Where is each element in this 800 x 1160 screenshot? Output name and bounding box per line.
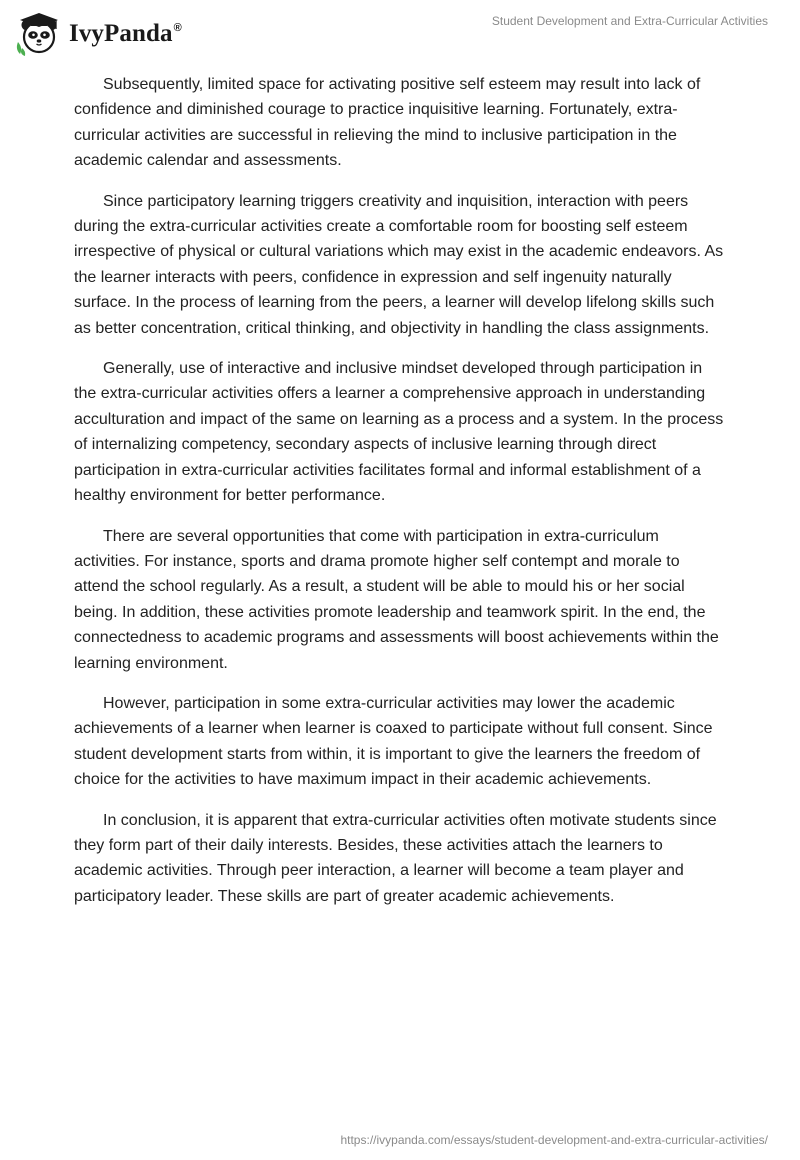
essay-body [74, 72, 728, 924]
paragraph: However, participation in some extra-curricular activities may lower the academic achievements of a learner when learner is coaxed to participate without full consent. Since student development starts from within, it is important to give the learners the freedom of choice for the activities to have maximum impact in their academic achievements. [74, 694, 713, 789]
paragraph: In conclusion, it is apparent that extra-curricular activities often motivate students since they form part of their daily interests. Besides, these activities attach the learners to academic activities. Through peer interaction, a learner will become a team player and participatory leader. These skills are part of greater academic achievements. [74, 811, 717, 905]
panda-graduate-icon [14, 8, 64, 58]
source-url-link[interactable]: https://ivypanda.com/essays/student-development-and-extra-curricular-activities/ [340, 1133, 768, 1147]
paragraph: There are several opportunities that come with participation in extra-curriculum activities. For instance, sports and drama promote higher self contempt and morale to attend the school regularly. As a result, a student will be able to mould his or her social being. In addition, these activities promote leadership and teamwork spirit. In the end, the connectedness to academic programs and assessments will boost achievements within the learning environment. [74, 527, 719, 672]
brand-name: IvyPanda® [69, 20, 182, 47]
paragraph: Subsequently, limited space for activating positive self esteem may result into lack of confidence and diminished courage to practice inquisitive learning. Fortunately, extra-curricular activities are successful in relieving the mind to inclusive participation in the academic calendar and assessments. [74, 76, 701, 170]
paragraph: Since participatory learning triggers creativity and inquisition, interaction with peers during the extra-curricular activities create a comfortable room for boosting self esteem irrespective of physical or cultural variations which may exist in the academic endeavors. As the learner interacts with peers, confidence in expression and self ingenuity naturally surface. In the process of learning from the peers, a learner will develop lifelong skills such as better concentration, critical thinking, and objectivity in handling the class assignments. [74, 192, 724, 337]
brand-logo[interactable] [14, 8, 182, 58]
page-header [0, 0, 800, 70]
paragraph: Generally, use of interactive and inclusive mindset developed through participation in the extra-curricular activities offers a learner a comprehensive approach in understanding acculturation and impact of the same on learning as a process and a system. In the process of internalizing competency, secondary aspects of inclusive learning through direct participation in extra-curricular activities facilitates formal and informal establishment of a healthy environment for better performance. [74, 360, 724, 505]
document-title: Student Development and Extra-Curricular Activities [491, 14, 768, 28]
registered-mark: ® [173, 22, 182, 34]
